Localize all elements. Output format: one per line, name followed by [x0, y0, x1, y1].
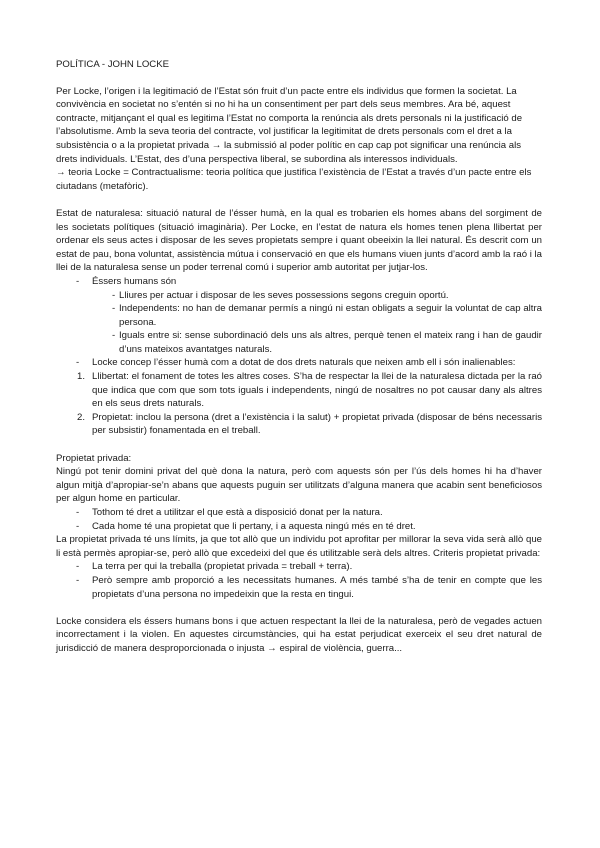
- list-item: [56, 520, 542, 534]
- spacer: [56, 193, 542, 207]
- spacer: [56, 438, 542, 452]
- sub-list-item: [56, 289, 542, 303]
- bullet-marker: -: [76, 574, 80, 586]
- numbered-item: [56, 411, 542, 438]
- bullet-marker: -: [76, 520, 80, 532]
- list-item: [56, 506, 542, 520]
- heading-private-property: Propietat privada:: [56, 452, 132, 464]
- sub-list-item-text: Independents: no han de demanar permís a ningú ni estan obligats a seguir la voluntat de cap altra persona.: [119, 303, 542, 328]
- sub-list-item-text: Lliures per actuar i disposar de les seves possessions segons creguin oportú.: [119, 289, 449, 301]
- list-property-rights: [56, 506, 542, 533]
- bullet-marker: -: [112, 289, 116, 301]
- bullet-marker: -: [76, 275, 80, 287]
- sub-list-item: [56, 302, 542, 329]
- list-property-criteria: [56, 560, 542, 601]
- item-number: 1.: [77, 371, 86, 383]
- paragraph-conclusion: Locke considera els éssers humans bons i que actuen respectant la llei de la naturalesa, però de vegades actuen incorrectament i la violen. En aquestes circumstàncies, qui ha estat perjudicat exerceix el seu dret natural de jurisdicció de manera desproporcionada o injusta → espiral de violència, guerra...: [56, 615, 542, 654]
- sub-list-item-text: Iguals entre si: sense subordinació dels uns als altres, perquè tenen el mateix rang i han de gaudir d’uns mateixos avantatges naturals.: [119, 330, 542, 355]
- bullet-marker: -: [76, 561, 80, 573]
- list-item-text: La terra per qui la treballa (propietat privada = treball + terra).: [92, 561, 353, 573]
- list-item: [56, 560, 542, 574]
- numbered-item-text: Propietat: inclou la persona (dret a l’existència i la salut) + propietat privada (disposar de béns necessaris per subsistir) fonamentada en el treball.: [92, 411, 542, 437]
- paragraph-state-of-nature: Estat de naturalesa: situació natural de l’ésser humà, en la qual es trobarien els homes abans del sorgiment de les societats polítiques (situació imaginària). Per Locke, en l’estat de natura els homes tenen plena llibertat per ordenar els seus actes i disposar de les seves propietats sempre i quant obeeixin la llei natural. És descrit com un estat de pau, bona voluntat, assistència mútua i conservació en que els humans viuen junts d’acord amb la raó i la llei de la naturalesa sense un poder terrenal comú i superior amb autoritat per jutjar-los.: [56, 207, 542, 274]
- list-item: [56, 275, 542, 289]
- list-item: [56, 356, 542, 370]
- bullet-marker: -: [76, 507, 80, 518]
- list-item-text: Éssers humans són: [92, 275, 177, 287]
- bullet-marker: -: [76, 357, 80, 369]
- list-item-text: Cada home té una propietat que li pertany, i a aquesta ningú més en té dret.: [92, 520, 416, 532]
- paragraph-intro: Per Locke, l’origen i la legitimació de l’Estat són fruit d’un pacte entre els individus que formen la societat. La convivència en societat no s’entén si no hi ha un consentiment per part dels seus membres. Ara bé, aquest contracte, mitjançant el qual es legitima l’Estat no comporta la renúncia als drets personals ni la justificació de l’absolutisme. Amb la seva teoria del contracte, vol justificar la legitimitat de drets personals com el dret a la subsistència o a la propietat privada → la submissió al poder polític en cap cap pot significar una renúncia als drets individuals. L’Estat, des d’una perspectiva liberal, se subordina als interessos individuals.: [56, 85, 523, 165]
- list-item-text: Però sempre amb proporció a les necessitats humanes. A més també s’ha de tenir en compte que les propietats d’una persona no impedeixin que la resta en tingui.: [92, 574, 542, 600]
- bullet-marker: -: [112, 303, 116, 315]
- sub-list-item: [56, 329, 542, 356]
- list-item-text: Locke concep l’ésser humà com a dotat de dos drets naturals que neixen amb ell i són inalienables:: [92, 357, 516, 369]
- list-item: [56, 574, 542, 601]
- list-human-beings: [56, 275, 542, 370]
- list-item-text: Tothom té dret a utilitzar el que està a disposició donat per la natura.: [92, 507, 383, 518]
- item-number: 2.: [77, 411, 86, 423]
- paragraph-contractualism: → teoria Locke = Contractualisme: teoria política que justifica l’existència de l’Estat a través d’un pacte entre els ciutadans (metafòric).: [56, 167, 532, 192]
- bullet-marker: -: [112, 330, 116, 342]
- numbered-item-text: Llibertat: el fonament de totes les altres coses. S’ha de respectar la llei de la naturalesa dictada per la raó que indica que com que som tots iguals i independents, ningú de nosaltres no pot causar dany als altres en els seus drets naturals.: [92, 371, 542, 410]
- list-natural-rights: [56, 370, 542, 438]
- paragraph-private-property: Ningú pot tenir domini privat del què dona la natura, però com aquests són per l’ús dels homes hi ha d’haver algun mitjà d’apropiar-se’n abans que aquests puguin ser utilitzats d’alguna manera que acabin sent beneficiosos per algun home en particular.: [56, 466, 542, 505]
- document-content: [56, 58, 542, 656]
- numbered-item: [56, 370, 542, 411]
- spacer: [56, 601, 542, 615]
- paragraph-property-limits: La propietat privada té uns límits, ja que tot allò que un individu pot aprofitar per millorar la seva vida serà allò que li està permès apropiar-se, però allò que excedeixi del que és utilitzable serà dels altres. Criteris propietat privada:: [56, 534, 542, 559]
- document-title: POLÍTICA - JOHN LOCKE: [56, 59, 170, 70]
